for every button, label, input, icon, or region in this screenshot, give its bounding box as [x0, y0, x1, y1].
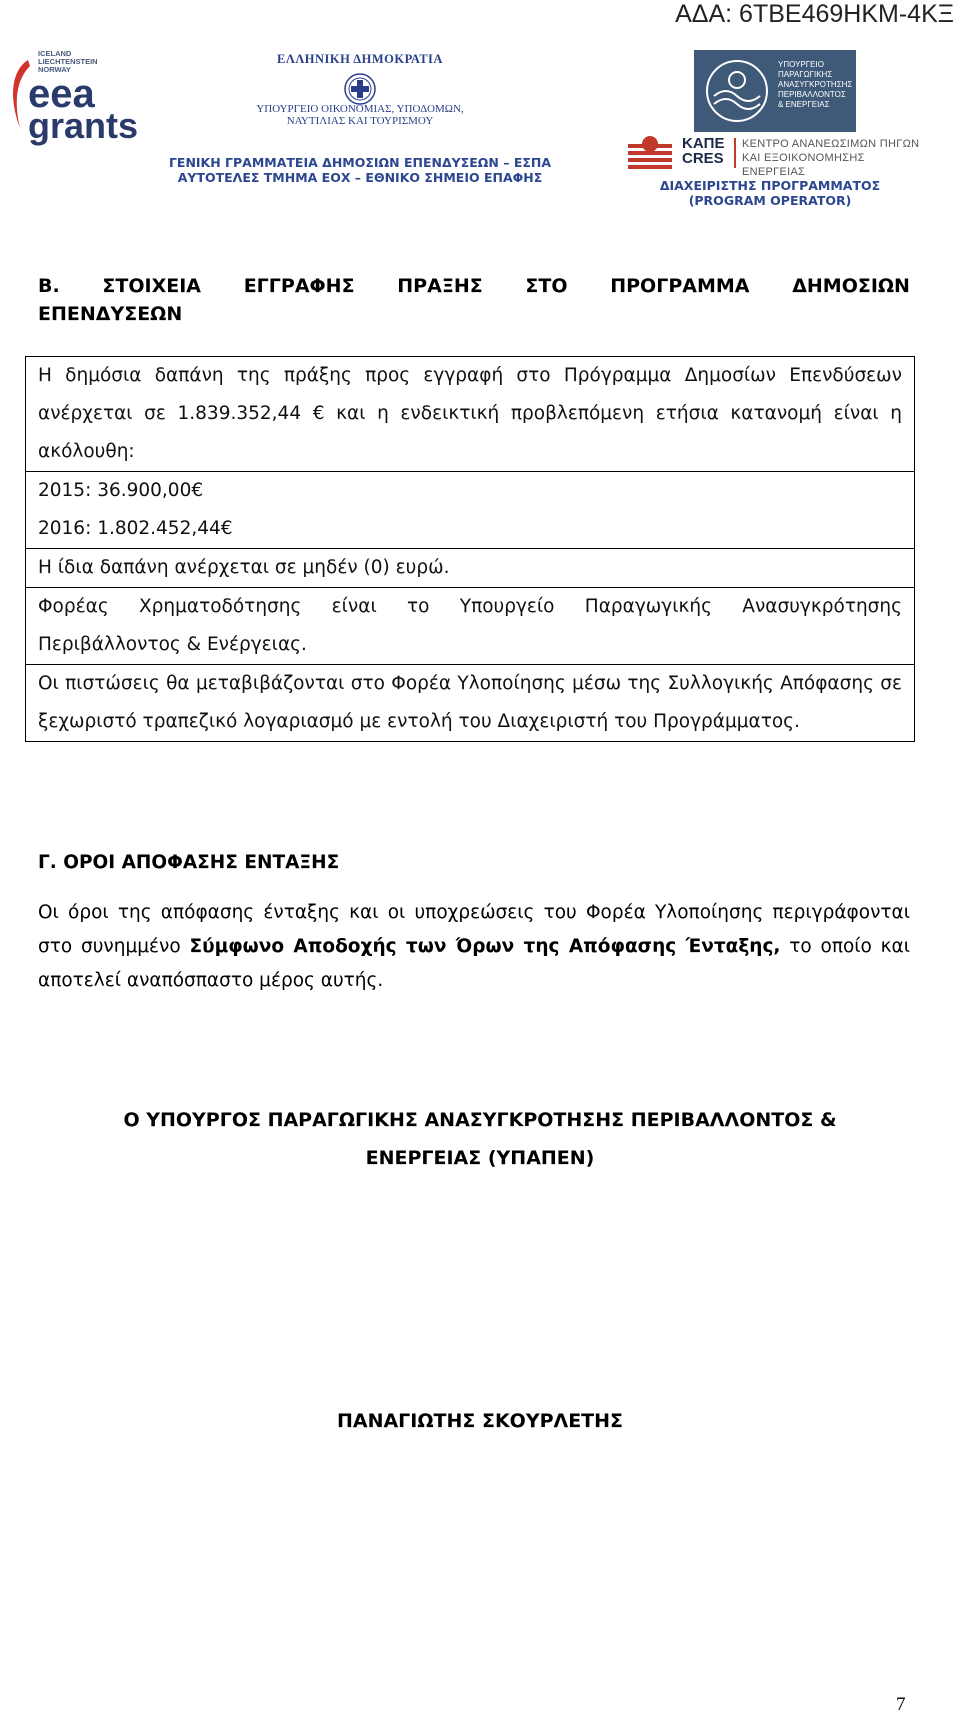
country-iceland: ICELAND — [38, 49, 72, 58]
table-cell: Η ίδια δαπάνη ανέρχεται σε μηδέν (0) ευρώ. — [26, 549, 915, 588]
ministry-logo-line: ΑΝΑΣΥΓΚΡΟΤΗΣΗΣ — [778, 80, 853, 89]
title-word: Β. — [38, 275, 60, 297]
table-cell: Οι πιστώσεις θα μεταβιβάζονται στο Φορέα Υλοποίησης μέσω της Συλλογικής Απόφασης σε ξεχωριστό τραπεζικό λογαριασμό με εντολή του Διαχειριστή του Προγράμματος. — [26, 665, 915, 742]
ministry-logo-line: ΥΠΟΥΡΓΕΙΟ — [778, 60, 824, 69]
program-operator-line1: ΔΙΑΧΕΙΡΙΣΤΗΣ ΠΡΟΓΡΑΜΜΑΤΟΣ — [659, 178, 881, 193]
ministry-logo-line: ΠΕΡΙΒΑΛΛΟΝΤΟΣ — [778, 90, 846, 99]
general-secretariat-line2: ΑΥΤΟΤΕΛΕΣ ΤΜΗΜΑ ΕΟΧ – ΕΘΝΙΚΟ ΣΗΜΕΙΟ ΕΠΑΦΗΣ — [177, 170, 543, 185]
ministry-logo-line: & ΕΝΕΡΓΕΙΑΣ — [778, 100, 830, 109]
ministry-economy-line2: ΝΑΥΤΙΛΙΑΣ ΚΑΙ ΤΟΥΡΙΣΜΟΥ — [286, 115, 434, 127]
table-cell: Φορέας Χρηματοδότησης είναι το Υπουργείο Παραγωγικής Ανασυγκρότησης Περιβάλλοντος & Ενέργειας. — [26, 588, 915, 665]
minister-title-line2: ΕΝΕΡΓΕΙΑΣ (ΥΠΑΠΕΝ) — [365, 1147, 595, 1169]
ministry-economy-line1: ΥΠΟΥΡΓΕΙΟ ΟΙΚΟΝΟΜΙΑΣ, ΥΠΟΔΟΜΩΝ, — [256, 103, 464, 115]
section-g-text-end: το οποίο και αποτελεί αναπόσπαστο μέρος αυτής. — [38, 936, 911, 991]
title-word: ΠΡΟΓΡΑΜΜΑ — [610, 275, 750, 297]
cres-acronym: CRES — [682, 150, 724, 167]
page-number: 7 — [896, 1694, 906, 1715]
cres-name — [742, 137, 924, 179]
greek-republic-title: ΕΛΛΗΝΙΚΗ ΔΗΜΟΚΡΑΤΙΑ — [277, 52, 443, 66]
cres-acronyms — [682, 136, 725, 166]
cres-logo — [624, 134, 924, 176]
ministry-economy-name — [245, 103, 475, 127]
title-word: ΣΤΟ — [525, 275, 568, 297]
allocation-2015: 2015: 36.900,00€ — [38, 480, 204, 501]
table-row — [26, 665, 915, 742]
ministry-logo-text — [778, 60, 852, 110]
greek-seal-icon — [343, 72, 377, 106]
program-operator-line2: (PROGRAM OPERATOR) — [688, 193, 852, 208]
section-g-title: Γ. ΟΡΟΙ ΑΠΟΦΑΣΗΣ ΕΝΤΑΞΗΣ — [38, 852, 340, 873]
ministry-environment-logo — [694, 50, 856, 132]
ministry-logo-line: ΠΑΡΑΓΩΓΙΚΗΣ — [778, 70, 833, 79]
kape-acronym: ΚΑΠΕ — [682, 135, 725, 152]
section-g-text: Οι όροι της απόφασης ένταξης και οι υποχρεώσεις του Φορέα Υλοποίησης περιγράφονται στο συνημμένο — [38, 902, 910, 957]
grants-word: grants — [28, 105, 139, 146]
table-cell — [26, 472, 915, 549]
title-word: ΕΓΓΡΑΦΗΣ — [243, 275, 355, 297]
eea-word: eea — [28, 72, 95, 116]
table-row — [26, 549, 915, 588]
signer-name: ΠΑΝΑΓΙΩΤΗΣ ΣΚΟΥΡΛΕΤΗΣ — [336, 1410, 624, 1432]
general-secretariat — [120, 155, 600, 185]
section-b-title — [38, 272, 910, 328]
general-secretariat-line1: ΓΕΝΙΚΗ ΓΡΑΜΜΑΤΕΙΑ ΔΗΜΟΣΙΩΝ ΕΠΕΝΔΥΣΕΩΝ – ΕΣΠΑ — [168, 155, 552, 170]
minister-title — [0, 1101, 960, 1177]
title-word: ΣΤΟΙΧΕΙΑ — [102, 275, 201, 297]
section-b-title-line1 — [38, 272, 910, 300]
section-b-title-line2: ΕΠΕΝΔΥΣΕΩΝ — [38, 303, 183, 325]
ministry-emblem-icon — [702, 56, 772, 126]
table-row — [26, 588, 915, 665]
title-word: ΠΡΑΞΗΣ — [397, 275, 483, 297]
table-row — [26, 357, 915, 472]
cres-name-line2: ΚΑΙ ΕΞΟΙΚΟΝΟΜΗΣΗΣ ΕΝΕΡΓΕΙΑΣ — [742, 152, 865, 178]
minister-title-line1: Ο ΥΠΟΥΡΓΟΣ ΠΑΡΑΓΩΓΙΚΗΣ ΑΝΑΣΥΓΚΡΟΤΗΣΗΣ ΠΕΡΙΒΑΛΛΟΝΤΟΣ & — [123, 1109, 837, 1131]
table-cell: Η δημόσια δαπάνη της πράξης προς εγγραφή στο Πρόγραμμα Δημοσίων Επενδύσεων ανέρχεται σε 1.839.352,44 € και η ενδεικτική προβλεπόμενη ετήσια κατανομή είναι η ακόλουθη: — [26, 357, 915, 472]
eea-grants-logo — [6, 50, 146, 145]
section-g-paragraph — [38, 896, 910, 998]
country-liechtenstein: LIECHTENSTEIN — [38, 57, 98, 66]
allocation-2016: 2016: 1.802.452,44€ — [38, 518, 233, 539]
cres-emblem-icon — [624, 134, 676, 174]
ada-code: ΑΔΑ: 6ΤΒΕ469ΗΚΜ-4ΚΞ — [675, 0, 954, 28]
program-operator — [640, 178, 900, 208]
section-g-bold-text: Σύμφωνο Αποδοχής των Όρων της Απόφασης Ένταξης, — [189, 936, 781, 957]
cres-divider — [734, 138, 736, 168]
investment-table — [25, 356, 915, 742]
title-word: ΔΗΜΟΣΙΩΝ — [792, 275, 910, 297]
table-row — [26, 472, 915, 549]
cres-name-line1: ΚΕΝΤΡΟ ΑΝΑΝΕΩΣΙΜΩΝ ΠΗΓΩΝ — [742, 138, 920, 150]
eea-countries — [38, 50, 98, 74]
country-norway: NORWAY — [38, 65, 71, 74]
